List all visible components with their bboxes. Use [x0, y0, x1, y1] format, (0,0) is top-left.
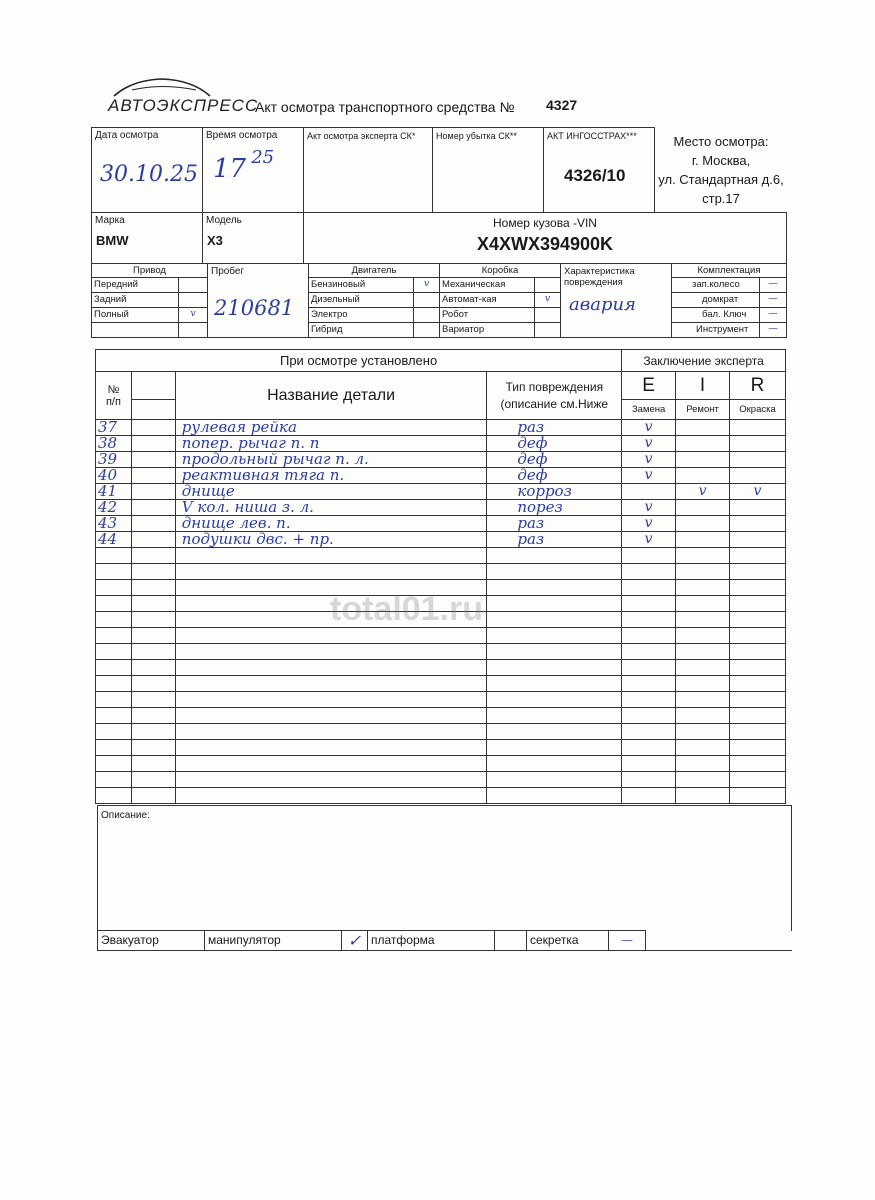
row-number	[96, 548, 132, 564]
row-blank	[131, 548, 175, 564]
place-label: Место осмотра:	[673, 133, 769, 149]
row-damage-type: деф	[487, 452, 622, 468]
kit-mark-jack: —	[760, 293, 787, 308]
row-blank	[131, 660, 175, 676]
engine-option-electric: Электро	[309, 308, 414, 323]
drive-check-front	[179, 278, 208, 293]
table-row	[96, 692, 786, 708]
row-damage-type	[487, 788, 622, 804]
gearbox-check-robot	[535, 308, 561, 323]
row-repair-mark	[676, 644, 730, 660]
act-number: 4327	[546, 97, 578, 113]
row-damage-type	[487, 724, 622, 740]
row-blank	[131, 772, 175, 788]
row-repair-mark	[676, 500, 730, 516]
row-blank	[131, 724, 175, 740]
row-replace-mark: v	[622, 420, 676, 436]
document-title: Акт осмотра транспортного средства №	[255, 99, 515, 115]
row-replace-mark	[622, 596, 676, 612]
row-number	[96, 644, 132, 660]
brand-value: BMW	[96, 233, 129, 248]
table-row	[96, 788, 786, 804]
row-number	[96, 676, 132, 692]
drive-empty-check	[179, 323, 208, 338]
row-number	[96, 564, 132, 580]
row-blank	[131, 692, 175, 708]
drive-check-full: v	[179, 308, 208, 323]
row-part-name	[175, 564, 487, 580]
kit-option-jack: домкрат	[672, 293, 760, 308]
row-paint-mark: v	[730, 484, 786, 500]
row-part-name: реактивная тяга п.	[175, 468, 487, 484]
engine-label: Двигатель	[309, 264, 440, 278]
company-logo: АВТОЭКСПРЕСС	[108, 96, 259, 115]
row-damage-type	[487, 580, 622, 596]
row-blank	[131, 420, 175, 436]
row-part-name	[175, 628, 487, 644]
row-blank	[131, 756, 175, 772]
table-row	[96, 676, 786, 692]
kit-mark-spare-wheel: —	[760, 278, 787, 293]
loss-number-label: Номер убытка СК**	[436, 131, 517, 141]
vin-label: Номер кузова -VIN	[493, 216, 597, 230]
date-cell	[92, 128, 203, 213]
time-hours: 17	[213, 154, 247, 184]
gearbox-option-robot: Робот	[440, 308, 535, 323]
row-replace-mark	[622, 644, 676, 660]
row-blank	[131, 676, 175, 692]
row-damage-type: деф	[487, 436, 622, 452]
number-header-line-1: №	[107, 383, 120, 396]
row-paint-mark	[730, 756, 786, 772]
row-damage-type: раз	[487, 532, 622, 548]
mileage-label: Пробег	[211, 266, 245, 277]
row-replace-mark	[622, 548, 676, 564]
secretka-label: секретка	[527, 931, 609, 951]
row-paint-mark	[730, 660, 786, 676]
mileage-cell	[208, 264, 309, 338]
brand-cell	[92, 213, 203, 264]
row-repair-mark	[676, 420, 730, 436]
row-part-name	[175, 676, 487, 692]
row-replace-mark	[622, 580, 676, 596]
row-damage-type	[487, 772, 622, 788]
row-number	[96, 788, 132, 804]
repair-header: Ремонт	[676, 400, 730, 420]
row-blank	[131, 708, 175, 724]
row-blank	[131, 580, 175, 596]
row-number: 44	[96, 532, 132, 548]
gearbox-check-cvt	[535, 323, 561, 338]
table-row	[96, 756, 786, 772]
secretka-mark: —	[609, 931, 646, 951]
car-logo-icon	[112, 76, 212, 98]
row-paint-mark	[730, 468, 786, 484]
table-row	[96, 724, 786, 740]
row-blank	[131, 516, 175, 532]
row-repair-mark	[676, 676, 730, 692]
row-number	[96, 756, 132, 772]
row-number	[96, 580, 132, 596]
row-damage-type	[487, 628, 622, 644]
row-replace-mark	[622, 484, 676, 500]
row-damage-type: корроз	[487, 484, 622, 500]
row-part-name	[175, 772, 487, 788]
mileage-value: 210681	[214, 296, 295, 320]
place-building: стр.17	[702, 190, 740, 206]
row-blank	[131, 628, 175, 644]
row-number	[96, 612, 132, 628]
row-part-name	[175, 740, 487, 756]
row-repair-mark	[676, 548, 730, 564]
row-replace-mark	[622, 708, 676, 724]
row-damage-type	[487, 740, 622, 756]
table-row	[96, 564, 786, 580]
vehicle-table	[91, 212, 787, 264]
row-paint-mark	[730, 644, 786, 660]
description-box	[97, 805, 792, 931]
drive-label: Привод	[92, 264, 208, 278]
table-row	[96, 772, 786, 788]
row-part-name	[175, 724, 487, 740]
engine-check-petrol: v	[414, 278, 440, 293]
expert-conclusion-header: Заключение эксперта	[622, 350, 786, 372]
row-repair-mark	[676, 660, 730, 676]
gearbox-option-manual: Механическая	[440, 278, 535, 293]
engine-check-hybrid	[414, 323, 440, 338]
row-part-name: рулевая рейка	[175, 420, 487, 436]
manipulator-check-icon: ✓	[342, 931, 368, 951]
ingos-value: 4326/10	[564, 166, 626, 185]
blank-header-bottom	[131, 400, 175, 420]
brand-label: Марка	[95, 215, 125, 226]
row-damage-type	[487, 692, 622, 708]
model-label: Модель	[206, 215, 242, 226]
row-paint-mark	[730, 596, 786, 612]
row-blank	[131, 564, 175, 580]
row-blank	[131, 612, 175, 628]
row-repair-mark	[676, 724, 730, 740]
engine-option-hybrid: Гибрид	[309, 323, 414, 338]
row-replace-mark: v	[622, 468, 676, 484]
damage-type-header	[487, 372, 622, 420]
row-number: 37	[96, 420, 132, 436]
row-blank	[131, 740, 175, 756]
transport-options-table	[97, 930, 792, 951]
table-row	[96, 532, 786, 548]
time-label: Время осмотра	[206, 130, 278, 141]
row-repair-mark	[676, 468, 730, 484]
model-value: X3	[207, 233, 223, 248]
evacuator-label: Эвакуатор	[98, 931, 205, 951]
row-replace-mark	[622, 724, 676, 740]
row-number: 38	[96, 436, 132, 452]
expert-act-cell	[304, 128, 433, 213]
damage-type-header-line-1: Тип повреждения	[505, 379, 604, 394]
ingos-cell	[544, 128, 655, 213]
row-number	[96, 628, 132, 644]
row-part-name	[175, 788, 487, 804]
inspection-table	[95, 349, 786, 804]
engine-option-diesel: Дизельный	[309, 293, 414, 308]
gearbox-option-cvt: Вариатор	[440, 323, 535, 338]
row-paint-mark	[730, 772, 786, 788]
row-paint-mark	[730, 436, 786, 452]
row-blank	[131, 500, 175, 516]
kit-mark-tools: —	[760, 323, 787, 338]
row-number	[96, 692, 132, 708]
row-blank	[131, 788, 175, 804]
row-paint-mark	[730, 532, 786, 548]
row-repair-mark	[676, 628, 730, 644]
gearbox-check-manual	[535, 278, 561, 293]
row-repair-mark	[676, 788, 730, 804]
row-number: 39	[96, 452, 132, 468]
row-repair-mark	[676, 564, 730, 580]
row-number: 41	[96, 484, 132, 500]
row-paint-mark	[730, 516, 786, 532]
row-replace-mark	[622, 772, 676, 788]
row-paint-mark	[730, 628, 786, 644]
row-repair-mark	[676, 692, 730, 708]
row-replace-mark	[622, 740, 676, 756]
replace-header: Замена	[622, 400, 676, 420]
row-paint-mark	[730, 740, 786, 756]
row-repair-mark	[676, 612, 730, 628]
row-number	[96, 660, 132, 676]
table-row	[96, 740, 786, 756]
row-replace-mark: v	[622, 436, 676, 452]
ingos-label: АКТ ИНГОССТРАХ***	[547, 131, 637, 141]
damage-char-cell	[561, 264, 672, 338]
row-replace-mark	[622, 628, 676, 644]
place-cell	[655, 128, 788, 213]
col-i-header: I	[676, 372, 730, 400]
footer-empty-cell	[646, 931, 793, 951]
row-blank	[131, 468, 175, 484]
row-replace-mark	[622, 788, 676, 804]
number-header	[96, 372, 132, 420]
row-repair-mark	[676, 516, 730, 532]
row-paint-mark	[730, 500, 786, 516]
gearbox-check-automatic: v	[535, 293, 561, 308]
row-part-name	[175, 756, 487, 772]
row-part-name: попер. рычаг п. п	[175, 436, 487, 452]
engine-check-electric	[414, 308, 440, 323]
drive-option-front: Передний	[92, 278, 179, 293]
row-part-name: днище лев. п.	[175, 516, 487, 532]
watermark: total01.ru	[330, 590, 484, 628]
row-damage-type: деф	[487, 468, 622, 484]
row-repair-mark	[676, 596, 730, 612]
row-blank	[131, 596, 175, 612]
platform-check	[495, 931, 527, 951]
row-number: 43	[96, 516, 132, 532]
row-repair-mark	[676, 708, 730, 724]
row-paint-mark	[730, 420, 786, 436]
row-replace-mark: v	[622, 532, 676, 548]
vin-cell	[304, 213, 787, 264]
row-repair-mark	[676, 452, 730, 468]
general-info-table	[91, 127, 787, 213]
row-part-name: V кол. ниша з. л.	[175, 500, 487, 516]
manipulator-label: манипулятор	[205, 931, 342, 951]
row-repair-mark: v	[676, 484, 730, 500]
row-paint-mark	[730, 724, 786, 740]
row-part-name	[175, 548, 487, 564]
blank-header-top	[131, 372, 175, 400]
paint-header: Окраска	[730, 400, 786, 420]
row-number: 40	[96, 468, 132, 484]
part-name-header: Название детали	[175, 372, 487, 420]
table-row	[96, 660, 786, 676]
row-damage-type	[487, 596, 622, 612]
row-blank	[131, 644, 175, 660]
gearbox-option-automatic: Автомат-кая	[440, 293, 535, 308]
drive-empty-cell	[92, 323, 179, 338]
date-value: 30.10.25	[100, 162, 198, 187]
number-header-line-2: п/п	[105, 395, 121, 408]
kit-option-spare-wheel: зап.колесо	[672, 278, 760, 293]
col-e-header: E	[622, 372, 676, 400]
row-damage-type	[487, 564, 622, 580]
row-paint-mark	[730, 788, 786, 804]
table-row	[96, 708, 786, 724]
row-blank	[131, 436, 175, 452]
time-minutes: 25	[251, 147, 275, 168]
established-header: При осмотре установлено	[96, 350, 622, 372]
place-city: г. Москва,	[691, 152, 751, 168]
row-part-name: подушки двс. + пр.	[175, 532, 487, 548]
row-number	[96, 596, 132, 612]
kit-label: Комплектация	[672, 264, 787, 278]
row-part-name	[175, 660, 487, 676]
specs-table	[91, 263, 787, 338]
row-part-name	[175, 692, 487, 708]
row-number: 42	[96, 500, 132, 516]
description-label: Описание:	[101, 810, 150, 821]
place-street: ул. Стандартная д.6,	[658, 171, 784, 187]
row-number	[96, 772, 132, 788]
row-damage-type: раз	[487, 420, 622, 436]
date-label: Дата осмотра	[95, 130, 159, 141]
row-part-name	[175, 708, 487, 724]
row-blank	[131, 452, 175, 468]
row-replace-mark: v	[622, 500, 676, 516]
gearbox-label: Коробка	[440, 264, 561, 278]
damage-char-value: авария	[569, 294, 636, 315]
row-damage-type	[487, 660, 622, 676]
row-paint-mark	[730, 676, 786, 692]
kit-option-wheel-key: бал. Ключ	[672, 308, 760, 323]
row-damage-type: раз	[487, 516, 622, 532]
drive-check-rear	[179, 293, 208, 308]
row-number	[96, 724, 132, 740]
col-r-header: R	[730, 372, 786, 400]
row-replace-mark	[622, 676, 676, 692]
platform-label: платформа	[368, 931, 495, 951]
row-paint-mark	[730, 692, 786, 708]
row-damage-type	[487, 548, 622, 564]
row-paint-mark	[730, 452, 786, 468]
table-row	[96, 644, 786, 660]
row-blank	[131, 484, 175, 500]
row-replace-mark	[622, 564, 676, 580]
row-blank	[131, 532, 175, 548]
row-damage-type	[487, 756, 622, 772]
row-number	[96, 740, 132, 756]
row-part-name: днище	[175, 484, 487, 500]
row-repair-mark	[676, 772, 730, 788]
row-part-name: продольный рычаг п. л.	[175, 452, 487, 468]
row-repair-mark	[676, 532, 730, 548]
table-row	[96, 548, 786, 564]
row-paint-mark	[730, 564, 786, 580]
row-damage-type	[487, 676, 622, 692]
row-paint-mark	[730, 548, 786, 564]
engine-check-diesel	[414, 293, 440, 308]
row-repair-mark	[676, 756, 730, 772]
vin-value: X4XWX394900K	[476, 234, 614, 254]
table-row	[96, 628, 786, 644]
drive-option-rear: Задний	[92, 293, 179, 308]
row-replace-mark: v	[622, 452, 676, 468]
damage-type-header-line-2: (описание см.Ниже	[500, 396, 609, 411]
row-damage-type: порез	[487, 500, 622, 516]
row-damage-type	[487, 612, 622, 628]
row-replace-mark	[622, 660, 676, 676]
row-repair-mark	[676, 740, 730, 756]
row-number	[96, 708, 132, 724]
row-damage-type	[487, 644, 622, 660]
model-cell	[203, 213, 304, 264]
kit-mark-wheel-key: —	[760, 308, 787, 323]
drive-option-full: Полный	[92, 308, 179, 323]
engine-option-petrol: Бензиновый	[309, 278, 414, 293]
kit-option-tools: Инструмент	[672, 323, 760, 338]
damage-char-label-1: Характеристика	[564, 266, 635, 277]
row-damage-type	[487, 708, 622, 724]
row-repair-mark	[676, 580, 730, 596]
row-replace-mark	[622, 692, 676, 708]
time-cell	[203, 128, 304, 213]
row-paint-mark	[730, 580, 786, 596]
expert-act-label: Акт осмотра эксперта СК*	[307, 131, 416, 141]
damage-char-label-2: повреждения	[564, 277, 623, 288]
row-part-name	[175, 644, 487, 660]
row-replace-mark	[622, 756, 676, 772]
row-replace-mark	[622, 612, 676, 628]
row-repair-mark	[676, 436, 730, 452]
row-replace-mark: v	[622, 516, 676, 532]
loss-number-cell	[433, 128, 544, 213]
row-paint-mark	[730, 612, 786, 628]
row-paint-mark	[730, 708, 786, 724]
